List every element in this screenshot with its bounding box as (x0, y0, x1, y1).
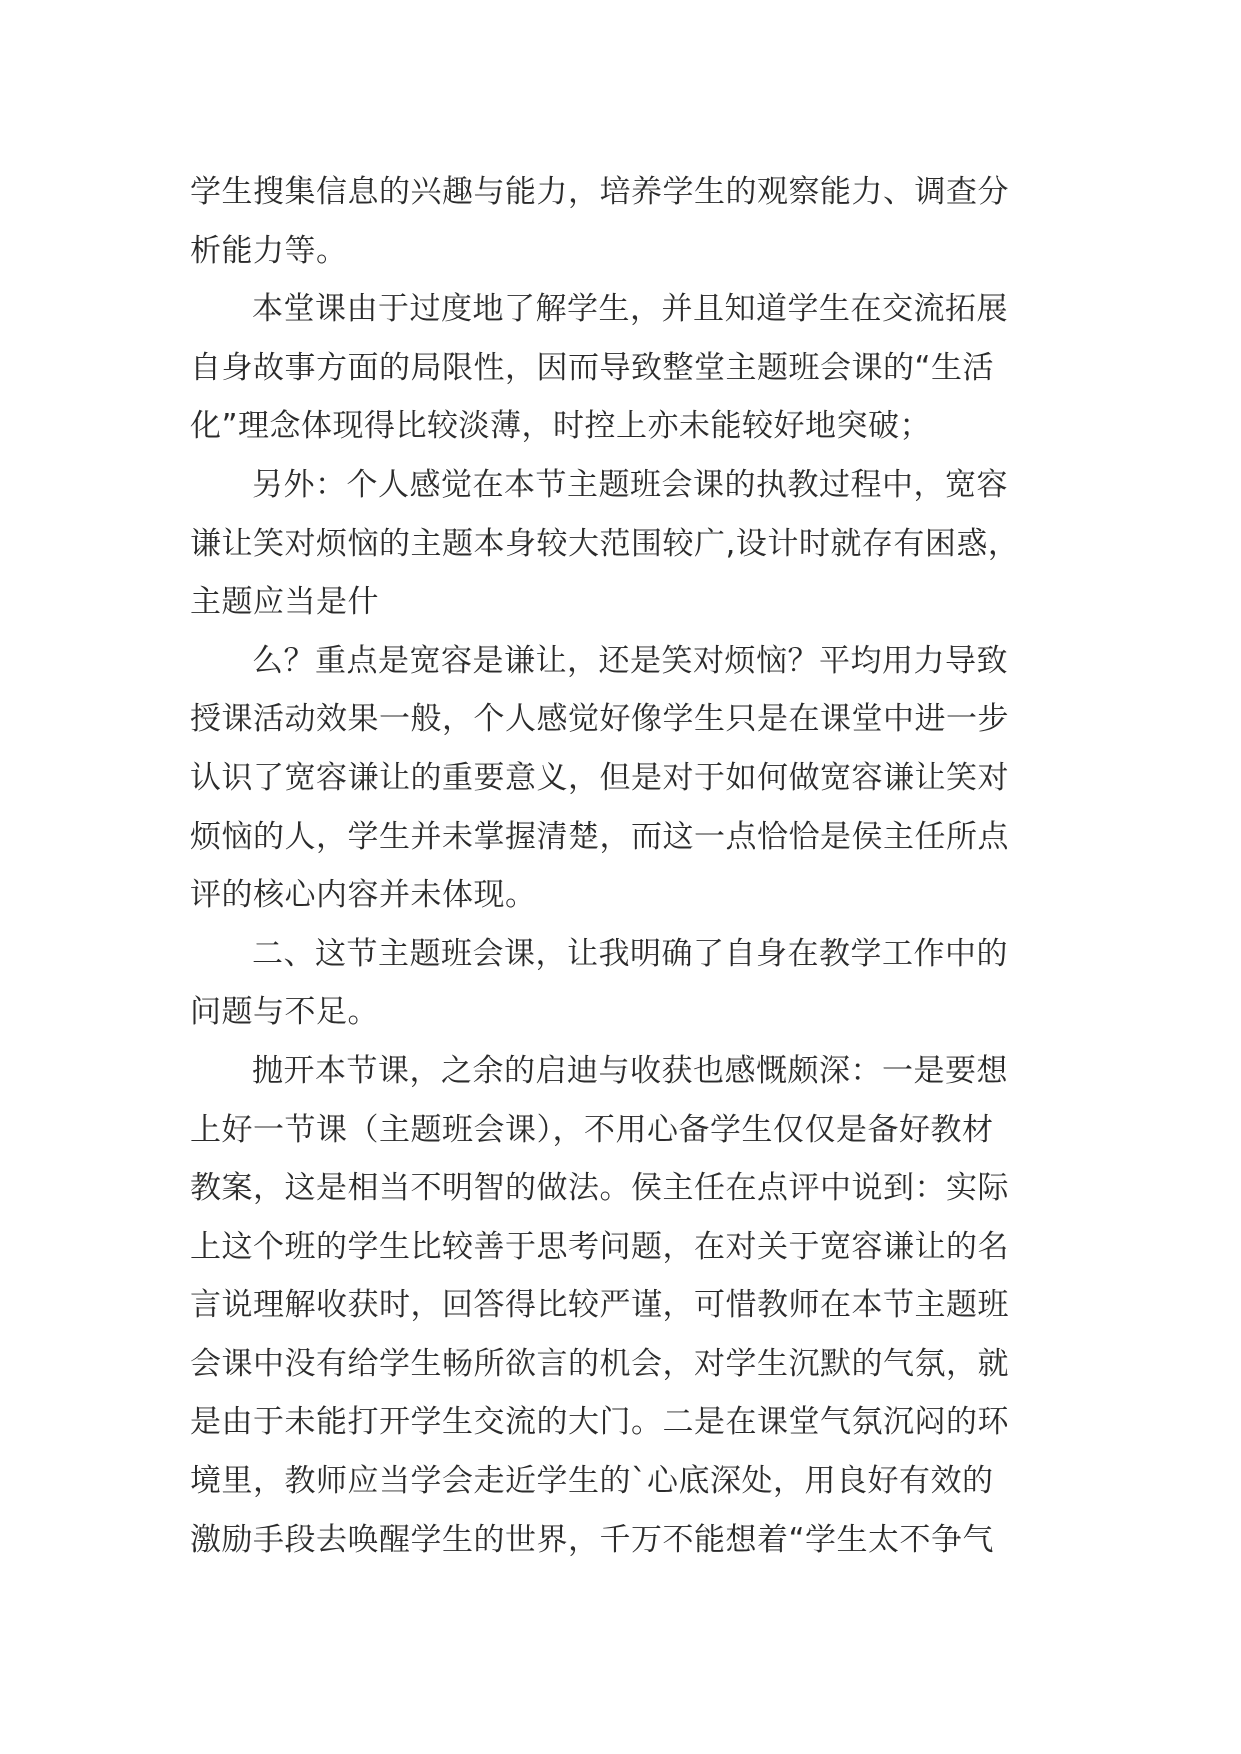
paragraph-1-line-1: 学生搜集信息的兴趣与能力，培养学生的观察能力、调查分 (190, 174, 1009, 210)
paragraph-4-line-2: 授课活动效果一般，个人感觉好像学生只是在课堂中进一步 (190, 701, 1009, 738)
paragraph-6-line-4: 上这个班的学生比较善于思考问题，在对关于宽容谦让的名 (190, 1228, 1009, 1265)
paragraph-6-line-2: 上好一节课（主题班会课），不用心备学生仅仅是备好教材 (190, 1111, 994, 1148)
paragraph-4-line-3: 认识了宽容谦让的重要意义，但是对于如何做宽容谦让笑对 (190, 759, 1009, 796)
paragraph-4-line-1: 么？重点是宽容是谦让，还是笑对烦恼？平均用力导致 (252, 642, 1008, 679)
document-body (190, 163, 1050, 1569)
paragraph-1-line-2: 析能力等。 (190, 232, 348, 269)
paragraph-2-line-1: 本堂课由于过度地了解学生，并且知道学生在交流拓展 (252, 291, 1008, 328)
paragraph-2-line-2: 自身故事方面的局限性，因而导致整堂主题班会课的“生活 (190, 349, 995, 386)
paragraph-4-line-4: 烦恼的人，学生并未掌握清楚，而这一点恰恰是侯主任所点 (190, 818, 1009, 855)
paragraph-5-line-1: 二、这节主题班会课，让我明确了自身在教学工作中的 (252, 935, 1008, 972)
paragraph-6-line-5: 言说理解收获时，回答得比较严谨，可惜教师在本节主题班 (190, 1287, 1009, 1324)
paragraph-3-line-3: 主题应当是什 (190, 584, 379, 621)
paragraph-6-line-3: 教案，这是相当不明智的做法。侯主任在点评中说到：实际 (190, 1170, 1009, 1207)
paragraph-3-line-2: 谦让笑对烦恼的主题本身较大范围较广,设计时就存有困惑， (190, 525, 1020, 562)
paragraph-5-line-2: 问题与不足。 (190, 994, 379, 1031)
paragraph-6-line-8: 境里，教师应当学会走近学生的`心底深处，用良好有效的 (190, 1463, 994, 1500)
paragraph-4-line-5: 评的核心内容并未体现。 (190, 877, 537, 914)
paragraph-2-line-3: 化”理念体现得比较淡薄，时控上亦未能较好地突破； (190, 408, 932, 445)
paragraph-6-line-1: 抛开本节课，之余的启迪与收获也感慨颇深：一是要想 (252, 1052, 1008, 1089)
paragraph-6-line-6: 会课中没有给学生畅所欲言的机会，对学生沉默的气氛，就 (190, 1345, 1009, 1382)
paragraph-3-line-1: 另外：个人感觉在本节主题班会课的执教过程中，宽容 (252, 466, 1008, 503)
paragraph-6-line-7: 是由于未能打开学生交流的大门。二是在课堂气氛沉闷的环 (190, 1404, 1009, 1441)
paragraph-6-line-9: 激励手段去唤醒学生的世界，千万不能想着“学生太不争气 (190, 1521, 995, 1558)
